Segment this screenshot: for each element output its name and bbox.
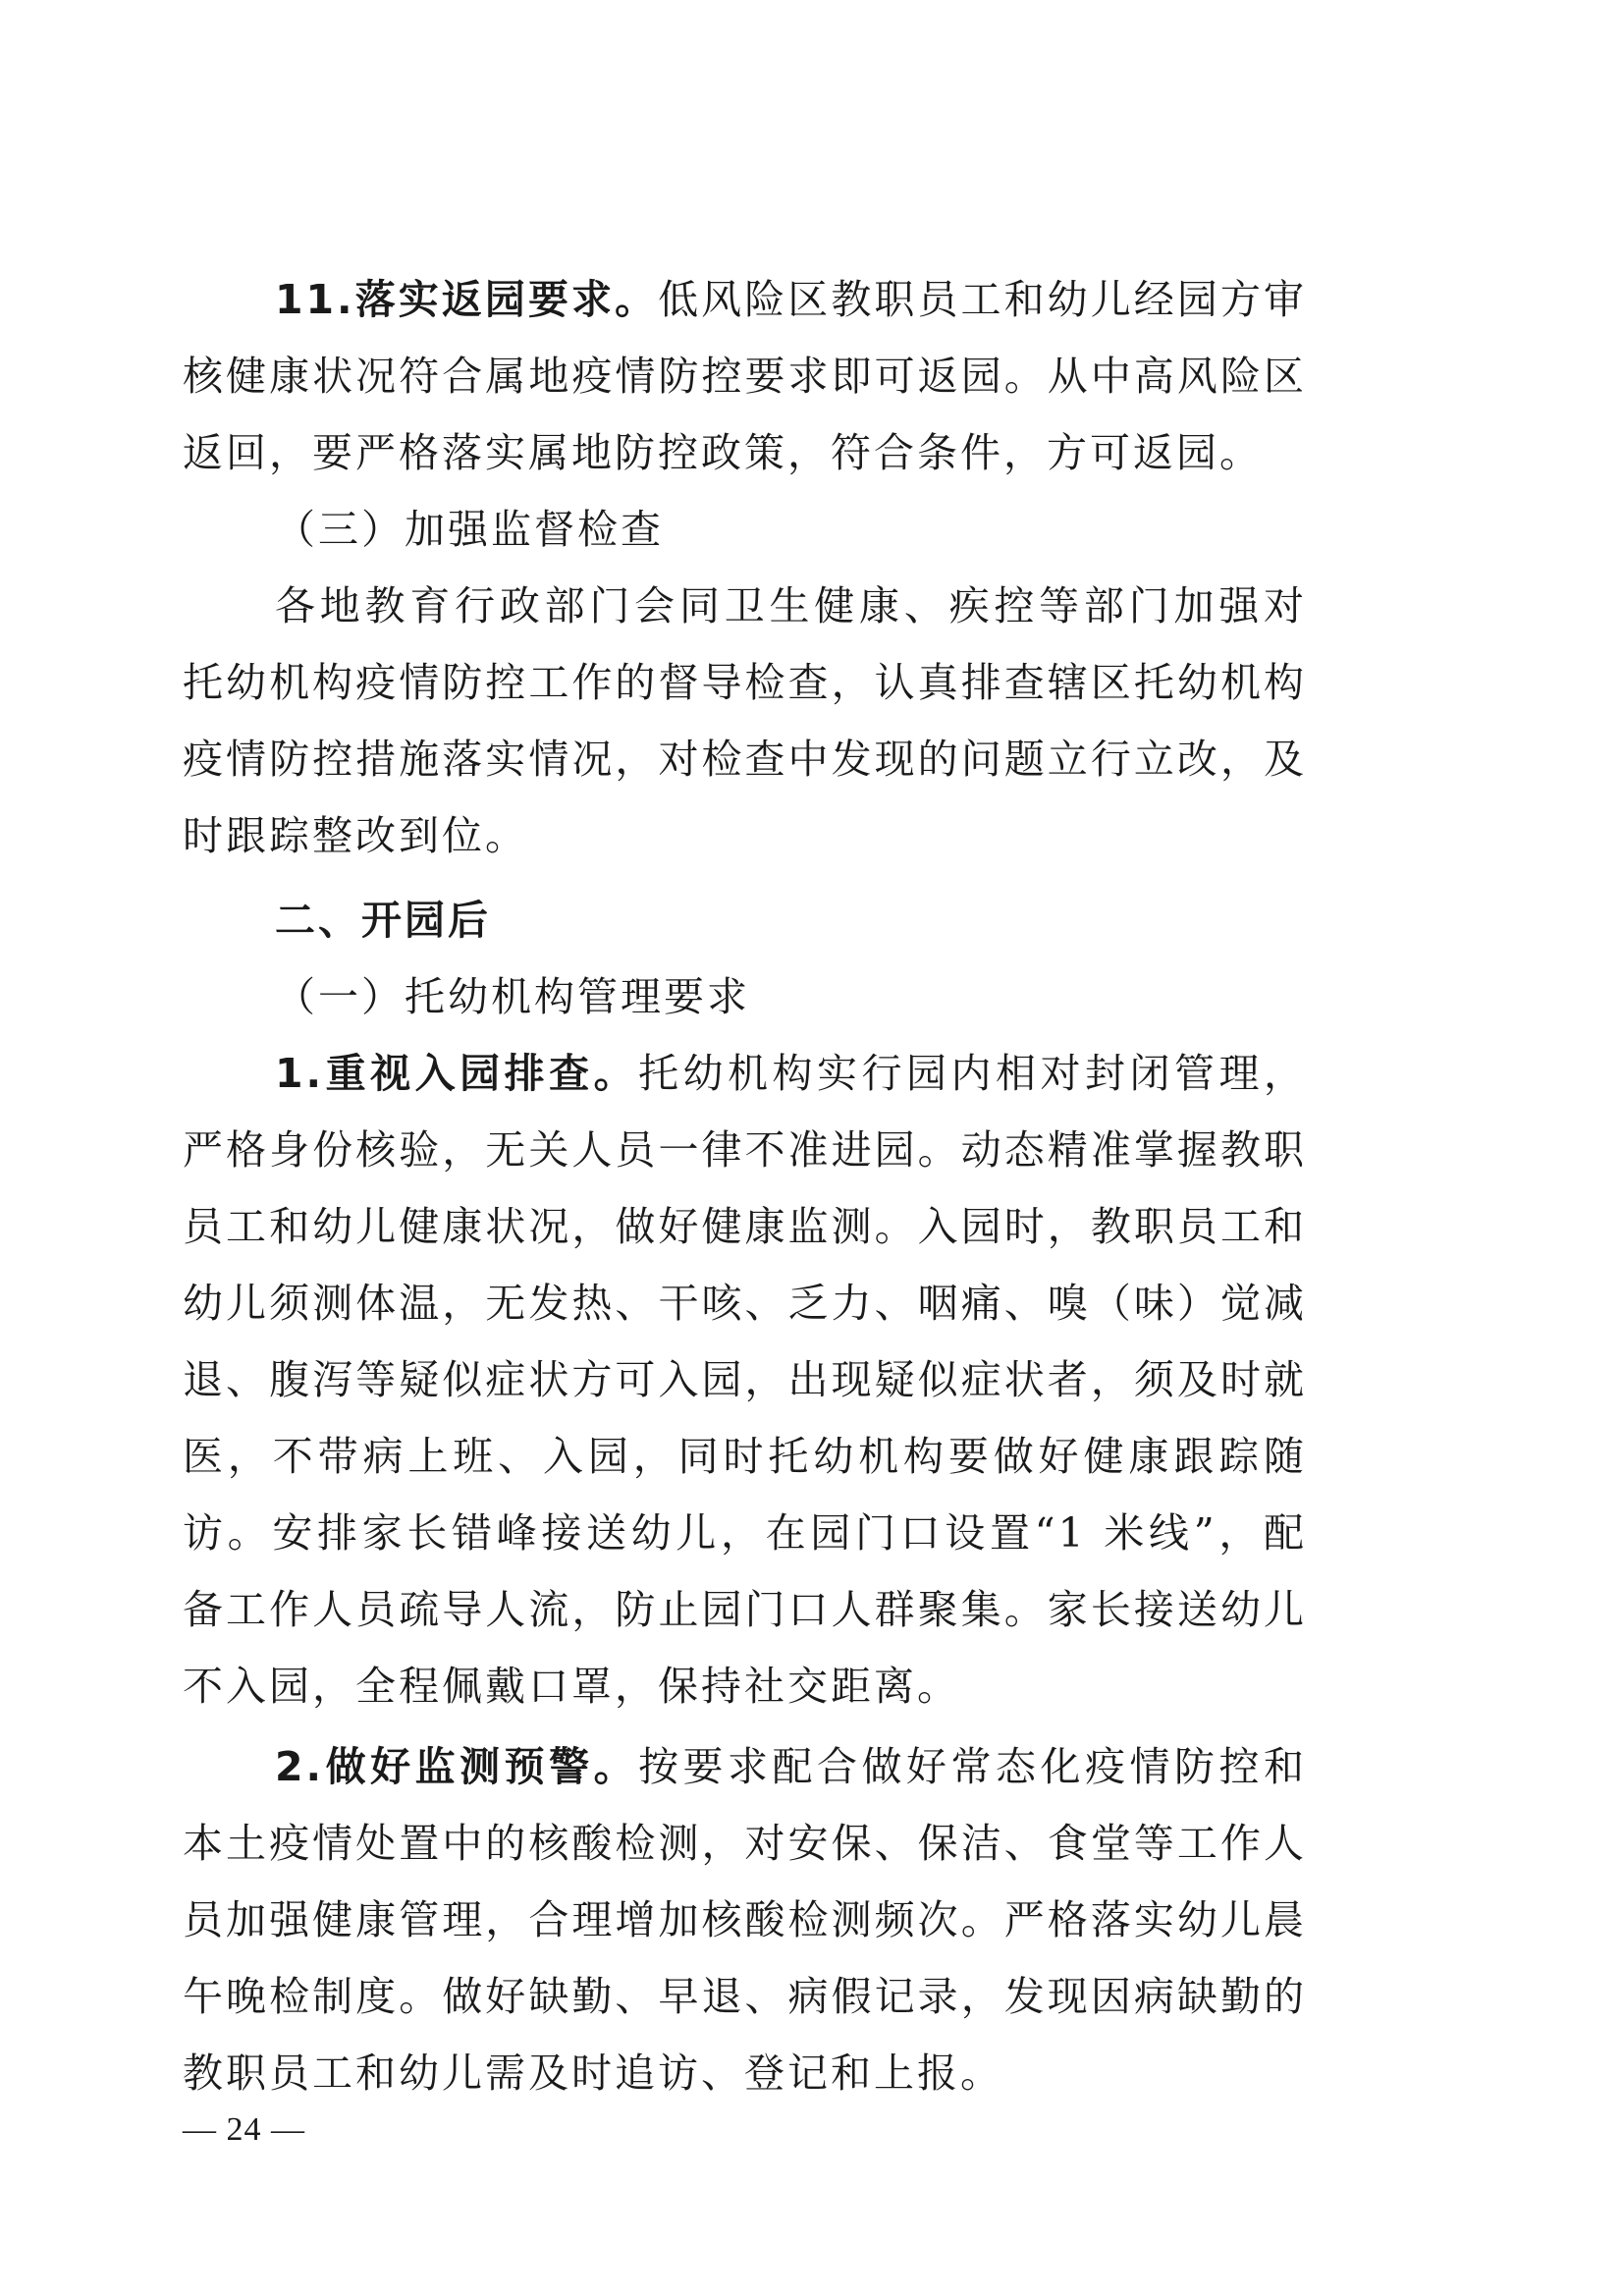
paragraph-supervision <box>183 568 1307 874</box>
paragraph-text: 低风险区教职员工和幼儿经园方审核健康状况符合属地疫情防控要求即可返园。从中高风险区返回，要严格落实属地防控政策，符合条件，方可返园。 <box>183 276 1307 476</box>
document-body <box>183 261 1307 2111</box>
paragraph-text: 按要求配合做好常态化疫情防控和本土疫情处置中的核酸检测，对安保、保洁、食堂等工作人员加强健康管理，合理增加核酸检测频次。严格落实幼儿晨午晚检制度。做好缺勤、早退、病假记录，发现因病缺勤的教职员工和幼儿需及时追访、登记和上报。 <box>183 1743 1307 2097</box>
chapter-heading-after-opening: 二、开园后 <box>275 897 491 944</box>
section-heading-management: （一）托幼机构管理要求 <box>275 973 750 1020</box>
paragraph-entry-screening <box>183 1035 1307 1724</box>
paragraph-lead: 1.重视入园排查。 <box>275 1050 639 1097</box>
paragraph-return-requirements <box>183 261 1307 491</box>
paragraph-text: 托幼机构实行园内相对封闭管理，严格身份核验，无关人员一律不准进园。动态精准掌握教职员工和幼儿健康状况，做好健康监测。入园时，教职员工和幼儿须测体温，无发热、干咳、乏力、咽痛、嗅（味）觉减退、腹泻等疑似症状方可入园，出现疑似症状者，须及时就医，不带病上班、入园，同时托幼机构要做好健康跟踪随访。安排家长错峰接送幼儿，在园门口设置“1 米线”，配备工作人员疏导人流，防止园门口人群聚集。家长接送幼儿不入园，全程佩戴口罩，保持社交距离。 <box>183 1050 1307 1710</box>
page-number: — 24 — <box>183 2111 305 2148</box>
paragraph-lead: 2.做好监测预警。 <box>275 1743 639 1790</box>
section-heading-supervision: （三）加强监督检查 <box>275 506 664 553</box>
paragraph-monitoring <box>183 1728 1307 2111</box>
paragraph-lead: 11.落实返园要求。 <box>275 276 659 323</box>
paragraph-text: 各地教育行政部门会同卫生健康、疾控等部门加强对托幼机构疫情防控工作的督导检查，认真排查辖区托幼机构疫情防控措施落实情况，对检查中发现的问题立行立改，及时跟踪整改到位。 <box>183 582 1307 859</box>
